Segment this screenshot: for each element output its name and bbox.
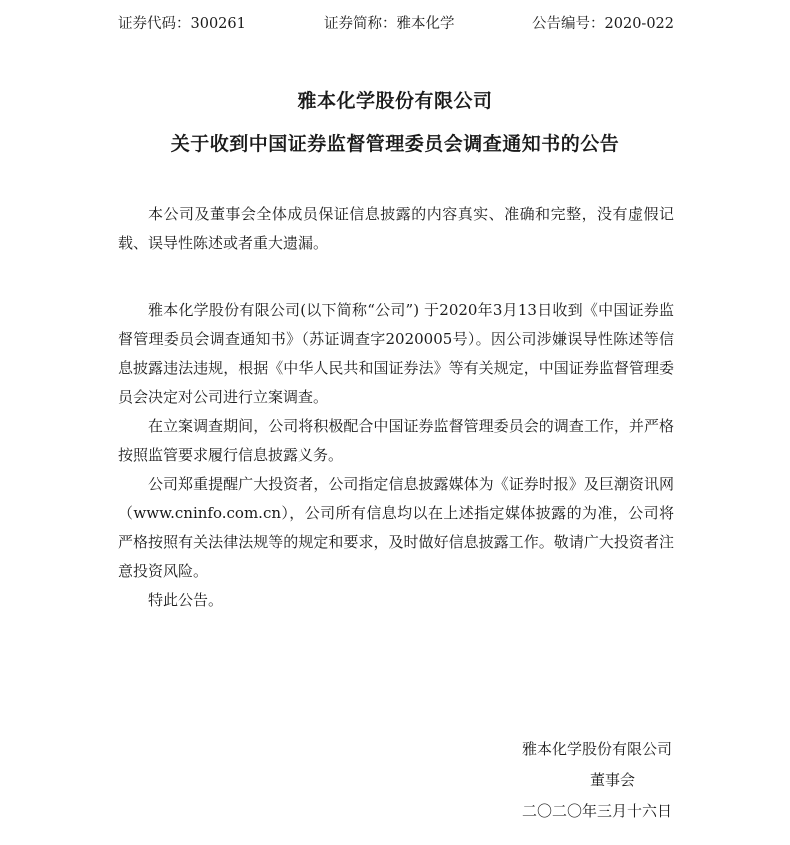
stock-code: 证券代码：300261 (118, 16, 246, 32)
signoff-company: 雅本化学股份有限公司 (521, 740, 672, 758)
paragraph-closing: 特此公告。 (148, 591, 224, 609)
signoff-board: 董事会 (589, 771, 635, 789)
paragraph-investor-reminder: 公司郑重提醒广大投资者，公司指定信息披露媒体为《证券时报》及巨潮资讯网（www.cninfo.com.cn），公司所有信息均以在上述指定媒体披露的为准，公司将严格按照有关法律法规等的规定和要求，及时做好信息披露工作。敬请广大投资者注意投资风险。 (118, 475, 674, 580)
board-statement: 本公司及董事会全体成员保证信息披露的内容真实、准确和完整，没有虚假记载、误导性陈述或者重大遗漏。 (118, 205, 674, 252)
stock-abbreviation: 证券简称：雅本化学 (324, 16, 455, 32)
title-company: 雅本化学股份有限公司 (297, 90, 493, 112)
title-subject: 关于收到中国证券监督管理委员会调查通知书的公告 (170, 133, 620, 155)
document-header (118, 14, 674, 34)
paragraph-notice-received: 雅本化学股份有限公司(以下简称“公司”) 于2020年3月13日收到《中国证券监督管理委员会调查通知书》（苏证调查字2020005号）。因公司涉嫌误导性陈述等信息披露违法违规，根据《中华人民共和国证券法》等有关规定，中国证券监督管理委员会决定对公司进行立案调查。 (118, 301, 674, 406)
signoff-date: 二〇二〇年三月十六日 (521, 802, 672, 820)
announcement-body (118, 296, 674, 615)
announcement-number: 公告编号：2020-022 (532, 16, 674, 32)
paragraph-cooperation: 在立案调查期间，公司将积极配合中国证券监督管理委员会的调查工作，并严格按照监管要求履行信息披露义务。 (118, 417, 674, 464)
statement-section (118, 200, 674, 258)
